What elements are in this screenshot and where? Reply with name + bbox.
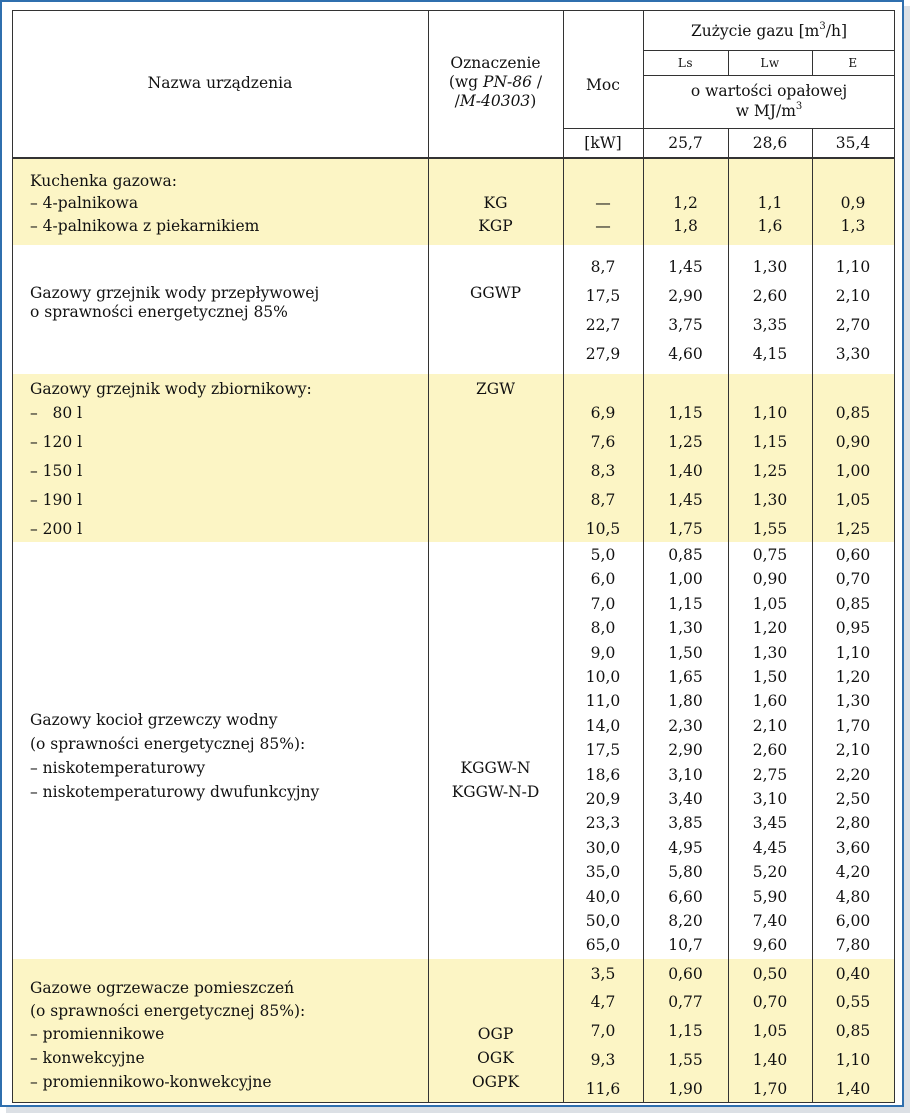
kggw-row-moc: 50,0 xyxy=(585,912,621,930)
kuchenka-item-ls: 1,2 xyxy=(673,194,698,212)
kggw-row-e: 4,80 xyxy=(835,888,871,906)
kggw-row-lw: 2,75 xyxy=(752,766,788,784)
ogrzewacze-row-moc: 11,6 xyxy=(585,1080,621,1098)
kggw-row-ls: 6,60 xyxy=(668,888,703,906)
zgw-row-lw: 1,10 xyxy=(752,404,788,422)
kggw-row-lw: 7,40 xyxy=(752,912,788,930)
zgw-row-name: – 190 l xyxy=(30,491,83,509)
kggw-name-l2: (o sprawności energetycznej 85%): xyxy=(30,735,306,753)
ogrzewacze-name-l5: – promiennikowo-konwekcyjne xyxy=(30,1073,272,1091)
header-designation-l2: (wg PN-86 / xyxy=(448,73,543,91)
kggw-row-ls: 1,30 xyxy=(668,619,703,637)
band-zgw xyxy=(12,374,895,542)
header-cv-e: 35,4 xyxy=(835,134,871,152)
kggw-row-e: 1,10 xyxy=(835,644,871,662)
kggw-row-e: 2,20 xyxy=(835,766,871,784)
zgw-row-lw: 1,30 xyxy=(752,491,788,509)
kggw-name-l3: – niskotemperaturowy xyxy=(30,759,206,777)
kggw-row-lw: 5,90 xyxy=(752,888,788,906)
kggw-row-ls: 4,95 xyxy=(668,839,703,857)
zgw-row-e: 1,25 xyxy=(835,520,871,538)
ggwp-row-moc: 27,9 xyxy=(585,345,621,363)
ogrzewacze-row-ls: 1,15 xyxy=(668,1022,703,1040)
header-consumption: Zużycie gazu $[m^3/h]$ xyxy=(690,21,848,40)
kuchenka-item-e: 1,3 xyxy=(840,217,866,235)
kggw-row-moc: 14,0 xyxy=(585,717,621,735)
ggwp-row-e: 2,70 xyxy=(835,316,871,334)
zgw-row-ls: 1,75 xyxy=(668,520,703,538)
ogrzewacze-row-ls: 0,60 xyxy=(668,965,703,983)
kggw-row-lw: 2,10 xyxy=(752,717,788,735)
kggw-row-lw: 5,20 xyxy=(752,863,788,881)
ogrzewacze-code-l5: OGPK xyxy=(471,1073,520,1091)
kggw-row-e: 1,70 xyxy=(835,717,871,735)
kggw-name-l4: – niskotemperaturowy dwufunkcyjny xyxy=(30,783,320,801)
kggw-row-ls: 1,50 xyxy=(668,644,703,662)
kggw-row-e: 0,70 xyxy=(835,570,871,588)
header-calorific-l1: o wartości opałowej xyxy=(690,82,848,100)
kggw-row-moc: 5,0 xyxy=(590,546,616,564)
kggw-row-e: 2,80 xyxy=(835,814,871,832)
zgw-row-e: 1,00 xyxy=(835,462,871,480)
ggwp-row-lw: 1,30 xyxy=(752,258,788,276)
header-bottom-border xyxy=(12,157,895,159)
ogrzewacze-row-lw: 1,40 xyxy=(752,1051,788,1069)
header-designation-l3: /M-40303) xyxy=(454,92,537,110)
kggw-row-e: 0,60 xyxy=(835,546,871,564)
kuchenka-item-ls: 1,8 xyxy=(673,217,698,235)
col-line-left xyxy=(12,10,13,1103)
ggwp-row-moc: 17,5 xyxy=(585,287,621,305)
header-cv-lw: 28,6 xyxy=(752,134,788,152)
header-line-1 xyxy=(643,50,895,51)
kggw-row-ls: 1,65 xyxy=(668,668,703,686)
kggw-row-moc: 18,6 xyxy=(585,766,621,784)
header-designation-l1: Oznaczenie xyxy=(450,54,541,72)
ogrzewacze-row-ls: 1,90 xyxy=(668,1080,703,1098)
ogrzewacze-row-lw: 1,70 xyxy=(752,1080,788,1098)
ogrzewacze-row-moc: 9,3 xyxy=(590,1051,616,1069)
zgw-row-moc: 8,3 xyxy=(590,462,616,480)
kggw-row-moc: 10,0 xyxy=(585,668,621,686)
kggw-row-ls: 3,40 xyxy=(668,790,703,808)
zgw-row-name: – 80 l xyxy=(30,404,83,422)
kggw-row-lw: 3,10 xyxy=(752,790,788,808)
ogrzewacze-row-ls: 0,77 xyxy=(668,993,703,1011)
kuchenka-item-name: – 4-palnikowa xyxy=(30,194,139,212)
ogrzewacze-row-e: 1,10 xyxy=(835,1051,871,1069)
kggw-row-lw: 1,60 xyxy=(752,692,788,710)
ogrzewacze-row-e: 0,55 xyxy=(835,993,871,1011)
header-line-2 xyxy=(643,75,895,76)
ogrzewacze-row-moc: 7,0 xyxy=(590,1022,616,1040)
zgw-code: ZGW xyxy=(475,380,516,398)
kuchenka-item-code: KG xyxy=(483,194,508,212)
zgw-row-name: – 150 l xyxy=(30,462,83,480)
header-gas-ls: Ls xyxy=(677,56,694,70)
kggw-row-lw: 1,50 xyxy=(752,668,788,686)
kggw-row-ls: 3,10 xyxy=(668,766,703,784)
kggw-row-moc: 7,0 xyxy=(590,595,616,613)
zgw-row-ls: 1,45 xyxy=(668,491,703,509)
zgw-row-moc: 7,6 xyxy=(590,433,616,451)
kggw-row-e: 2,10 xyxy=(835,741,871,759)
kggw-row-moc: 8,0 xyxy=(590,619,616,637)
ogrzewacze-code-l4: OGK xyxy=(477,1049,514,1067)
kggw-row-ls: 1,00 xyxy=(668,570,703,588)
kuchenka-title: Kuchenka gazowa: xyxy=(30,172,177,190)
ggwp-row-ls: 1,45 xyxy=(668,258,703,276)
kggw-row-moc: 40,0 xyxy=(585,888,621,906)
zgw-row-e: 0,90 xyxy=(835,433,871,451)
ogrzewacze-row-lw: 1,05 xyxy=(752,1022,788,1040)
ggwp-row-ls: 3,75 xyxy=(668,316,703,334)
zgw-row-ls: 1,25 xyxy=(668,433,703,451)
kggw-row-e: 0,85 xyxy=(835,595,871,613)
ogrzewacze-name-l4: – konwekcyjne xyxy=(30,1049,145,1067)
ggwp-row-ls: 2,90 xyxy=(668,287,703,305)
ggwp-name-l2: o sprawności energetycznej 85% xyxy=(30,303,288,321)
ogrzewacze-row-lw: 0,70 xyxy=(752,993,788,1011)
ggwp-row-e: 3,30 xyxy=(835,345,871,363)
zgw-row-moc: 8,7 xyxy=(590,491,616,509)
ogrzewacze-row-ls: 1,55 xyxy=(668,1051,703,1069)
kggw-row-e: 3,60 xyxy=(835,839,871,857)
header-calorific-l2: w $MJ/m^3$ xyxy=(735,101,803,120)
kggw-row-moc: 35,0 xyxy=(585,863,621,881)
kggw-row-ls: 0,85 xyxy=(668,546,703,564)
kuchenka-item-code: KGP xyxy=(478,217,513,235)
kggw-row-e: 2,50 xyxy=(835,790,871,808)
zgw-row-lw: 1,25 xyxy=(752,462,788,480)
header-gas-lw: Lw xyxy=(760,56,780,70)
zgw-row-ls: 1,40 xyxy=(668,462,703,480)
header-power-unit: [kW] xyxy=(584,134,622,152)
kggw-row-lw: 2,60 xyxy=(752,741,788,759)
ggwp-row-lw: 3,35 xyxy=(752,316,788,334)
kggw-row-moc: 9,0 xyxy=(590,644,616,662)
zgw-row-name: – 200 l xyxy=(30,520,83,538)
kggw-row-e: 6,00 xyxy=(835,912,871,930)
kggw-row-e: 4,20 xyxy=(835,863,871,881)
kggw-row-moc: 23,3 xyxy=(585,814,621,832)
header-line-3 xyxy=(563,128,895,129)
kggw-row-e: 1,20 xyxy=(835,668,871,686)
col-line-right xyxy=(894,10,895,1103)
ggwp-code: GGWP xyxy=(469,284,522,302)
zgw-row-e: 0,85 xyxy=(835,404,871,422)
kggw-row-moc: 20,9 xyxy=(585,790,621,808)
kggw-name-l1: Gazowy kocioł grzewczy wodny xyxy=(30,711,278,729)
ggwp-name-l1: Gazowy grzejnik wody przepływowej xyxy=(30,284,320,302)
ogrzewacze-name-l2: (o sprawności energetycznej 85%): xyxy=(30,1002,306,1020)
zgw-row-moc: 10,5 xyxy=(585,520,621,538)
kggw-row-lw: 9,60 xyxy=(752,936,788,954)
col-line-1 xyxy=(428,10,429,1103)
ggwp-row-ls: 4,60 xyxy=(668,345,703,363)
zgw-row-name: – 120 l xyxy=(30,433,83,451)
zgw-row-lw: 1,55 xyxy=(752,520,788,538)
kggw-row-lw: 0,90 xyxy=(752,570,788,588)
kggw-row-ls: 3,85 xyxy=(668,814,703,832)
ogrzewacze-row-e: 0,40 xyxy=(835,965,871,983)
zgw-title: Gazowy grzejnik wody zbiornikowy: xyxy=(30,380,312,398)
kggw-row-moc: 65,0 xyxy=(585,936,621,954)
header-name: Nazwa urządzenia xyxy=(147,74,293,92)
kggw-row-e: 0,95 xyxy=(835,619,871,637)
zgw-row-ls: 1,15 xyxy=(668,404,703,422)
header-cv-ls: 25,7 xyxy=(668,134,703,152)
kggw-row-moc: 6,0 xyxy=(590,570,616,588)
kuchenka-item-moc: — xyxy=(595,217,611,235)
kggw-row-lw: 4,45 xyxy=(752,839,788,857)
kuchenka-item-e: 0,9 xyxy=(840,194,866,212)
kggw-row-lw: 1,30 xyxy=(752,644,788,662)
zgw-row-moc: 6,9 xyxy=(590,404,616,422)
kggw-code-l3: KGGW-N xyxy=(460,759,531,777)
ogrzewacze-code-l3: OGP xyxy=(477,1025,514,1043)
table-top-border xyxy=(12,10,895,11)
ogrzewacze-row-moc: 4,7 xyxy=(590,993,616,1011)
ogrzewacze-name-l1: Gazowe ogrzewacze pomieszczeń xyxy=(30,979,295,997)
table-bottom-border xyxy=(12,1102,895,1103)
kggw-row-ls: 2,30 xyxy=(668,717,703,735)
ggwp-row-moc: 22,7 xyxy=(585,316,621,334)
kggw-row-ls: 10,7 xyxy=(668,936,703,954)
zgw-row-lw: 1,15 xyxy=(752,433,788,451)
header-power: Moc xyxy=(586,76,620,94)
ogrzewacze-name-l3: – promiennikowe xyxy=(30,1025,165,1043)
ggwp-row-e: 1,10 xyxy=(835,258,871,276)
kggw-row-moc: 11,0 xyxy=(585,692,621,710)
kggw-row-lw: 1,20 xyxy=(752,619,788,637)
zgw-row-e: 1,05 xyxy=(835,491,871,509)
kggw-row-ls: 2,90 xyxy=(668,741,703,759)
kggw-row-moc: 30,0 xyxy=(585,839,621,857)
ggwp-row-e: 2,10 xyxy=(835,287,871,305)
kggw-row-ls: 8,20 xyxy=(668,912,703,930)
ggwp-row-moc: 8,7 xyxy=(590,258,616,276)
ogrzewacze-row-e: 1,40 xyxy=(835,1080,871,1098)
kggw-row-e: 7,80 xyxy=(835,936,871,954)
kggw-row-lw: 1,05 xyxy=(752,595,788,613)
ogrzewacze-row-moc: 3,5 xyxy=(590,965,616,983)
header-gas-e: E xyxy=(848,56,858,70)
kggw-row-ls: 1,15 xyxy=(668,595,703,613)
ggwp-row-lw: 4,15 xyxy=(752,345,788,363)
kggw-row-ls: 5,80 xyxy=(668,863,703,881)
kuchenka-item-name: – 4-palnikowa z piekarnikiem xyxy=(30,217,260,235)
kuchenka-item-lw: 1,1 xyxy=(757,194,783,212)
ogrzewacze-row-e: 0,85 xyxy=(835,1022,871,1040)
kuchenka-item-lw: 1,6 xyxy=(757,217,783,235)
ggwp-row-lw: 2,60 xyxy=(752,287,788,305)
kggw-row-lw: 0,75 xyxy=(752,546,788,564)
kggw-row-lw: 3,45 xyxy=(752,814,788,832)
kggw-row-e: 1,30 xyxy=(835,692,871,710)
kggw-row-moc: 17,5 xyxy=(585,741,621,759)
ogrzewacze-row-lw: 0,50 xyxy=(752,965,788,983)
kggw-row-ls: 1,80 xyxy=(668,692,703,710)
kuchenka-item-moc: — xyxy=(595,194,611,212)
kggw-code-l4: KGGW-N-D xyxy=(451,783,540,801)
